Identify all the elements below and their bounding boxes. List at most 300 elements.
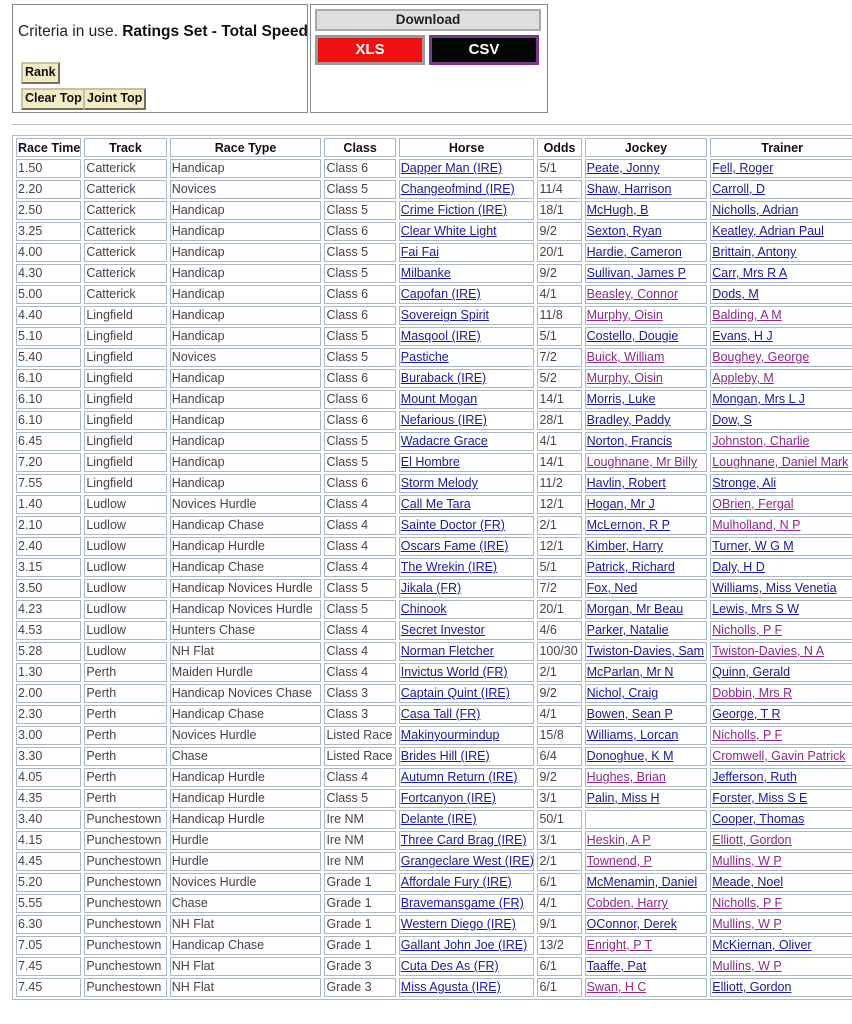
- race-type-cell: Handicap Chase: [170, 558, 322, 577]
- jockey-link[interactable]: Enright, P T: [585, 936, 708, 955]
- race-type-cell: Novices Hurdle: [170, 726, 322, 745]
- col-class[interactable]: Class: [324, 138, 395, 157]
- class-cell: Class 6: [324, 222, 395, 241]
- track-cell: Perth: [84, 726, 166, 745]
- horse-link[interactable]: El Hombre: [399, 453, 535, 472]
- jockey-link[interactable]: Cobden, Harry: [585, 894, 708, 913]
- horse-link[interactable]: Affordale Fury (IRE): [399, 873, 535, 892]
- horse-link[interactable]: Grangeclare West (IRE): [399, 852, 535, 871]
- table-row: [16, 957, 852, 976]
- race-type-cell: Handicap Hurdle: [170, 537, 322, 556]
- race-type-cell: Handicap Chase: [170, 705, 322, 724]
- trainer-link[interactable]: Quinn, Gerald: [710, 663, 852, 682]
- horse-link[interactable]: Delante (IRE): [399, 810, 535, 829]
- class-cell: Class 4: [324, 768, 395, 787]
- trainer-link[interactable]: Lewis, Mrs S W: [710, 600, 852, 619]
- jockey-link[interactable]: [585, 810, 708, 829]
- table-row: [16, 684, 852, 703]
- jockey-link[interactable]: Hughes, Brian: [585, 768, 708, 787]
- odds-cell: 50/1: [537, 810, 581, 829]
- jockey-link[interactable]: Nichol, Craig: [585, 684, 708, 703]
- horse-link[interactable]: Dapper Man (IRE): [399, 159, 535, 178]
- race-type-cell: Handicap: [170, 222, 322, 241]
- jockey-link[interactable]: Morgan, Mr Beau: [585, 600, 708, 619]
- table-row: [16, 432, 852, 451]
- trainer-link[interactable]: Loughnane, Daniel Mark: [710, 453, 852, 472]
- horse-link[interactable]: Autumn Return (IRE): [399, 768, 535, 787]
- class-cell: Grade 1: [324, 873, 395, 892]
- class-cell: Class 5: [324, 348, 395, 367]
- track-cell: Ludlow: [84, 558, 166, 577]
- results-table: [12, 135, 852, 1000]
- horse-link[interactable]: Oscars Fame (IRE): [399, 537, 535, 556]
- trainer-link[interactable]: Elliott, Gordon: [710, 978, 852, 997]
- table-row: [16, 558, 852, 577]
- jockey-link[interactable]: Costello, Dougie: [585, 327, 708, 346]
- odds-cell: 9/2: [537, 768, 581, 787]
- table-row: [16, 663, 852, 682]
- track-cell: Punchestown: [84, 831, 166, 850]
- class-cell: Class 6: [324, 369, 395, 388]
- race-time-cell: 3.30: [16, 747, 81, 766]
- odds-cell: 4/1: [537, 894, 581, 913]
- table-row: [16, 537, 852, 556]
- jockey-link[interactable]: Kimber, Harry: [585, 537, 708, 556]
- trainer-link[interactable]: Dods, M: [710, 285, 852, 304]
- table-row: [16, 936, 852, 955]
- class-cell: Class 4: [324, 642, 395, 661]
- race-time-cell: 2.50: [16, 201, 81, 220]
- horse-link[interactable]: Capofan (IRE): [399, 285, 535, 304]
- track-cell: Lingfield: [84, 390, 166, 409]
- horse-link[interactable]: Bravemansgame (FR): [399, 894, 535, 913]
- horse-link[interactable]: Norman Fletcher: [399, 642, 535, 661]
- horse-link[interactable]: Western Diego (IRE): [399, 915, 535, 934]
- race-type-cell: Handicap Novices Chase: [170, 684, 322, 703]
- race-time-cell: 4.53: [16, 621, 81, 640]
- jockey-link[interactable]: Twiston-Davies, Sam: [585, 642, 708, 661]
- class-cell: Grade 1: [324, 894, 395, 913]
- odds-cell: 9/1: [537, 915, 581, 934]
- odds-cell: 6/1: [537, 957, 581, 976]
- jockey-link[interactable]: Patrick, Richard: [585, 558, 708, 577]
- odds-cell: 9/2: [537, 222, 581, 241]
- jockey-link[interactable]: Morris, Luke: [585, 390, 708, 409]
- table-row: [16, 411, 852, 430]
- class-cell: Class 4: [324, 558, 395, 577]
- race-time-cell: 6.10: [16, 411, 81, 430]
- race-type-cell: Handicap: [170, 453, 322, 472]
- horse-link[interactable]: Storm Melody: [399, 474, 535, 493]
- track-cell: Perth: [84, 768, 166, 787]
- horse-link[interactable]: Sovereign Spirit: [399, 306, 535, 325]
- jockey-link[interactable]: Peate, Jonny: [585, 159, 708, 178]
- trainer-link[interactable]: Brittain, Antony: [710, 243, 852, 262]
- race-type-cell: Handicap Novices Hurdle: [170, 600, 322, 619]
- jockey-link[interactable]: Murphy, Oisin: [585, 306, 708, 325]
- odds-cell: 9/2: [537, 264, 581, 283]
- table-row: [16, 642, 852, 661]
- race-type-cell: NH Flat: [170, 957, 322, 976]
- jockey-link[interactable]: Buick, William: [585, 348, 708, 367]
- class-cell: Class 5: [324, 789, 395, 808]
- class-cell: Class 3: [324, 705, 395, 724]
- trainer-link[interactable]: Carroll, D: [710, 180, 852, 199]
- col-race-time[interactable]: Race Time: [16, 138, 81, 157]
- race-time-cell: 4.23: [16, 600, 81, 619]
- horse-link[interactable]: Buraback (IRE): [399, 369, 535, 388]
- class-cell: Class 5: [324, 264, 395, 283]
- race-time-cell: 3.40: [16, 810, 81, 829]
- class-cell: Class 5: [324, 201, 395, 220]
- race-time-cell: 6.10: [16, 390, 81, 409]
- trainer-link[interactable]: Nicholls, P F: [710, 621, 852, 640]
- trainer-link[interactable]: Balding, A M: [710, 306, 852, 325]
- class-cell: Class 4: [324, 537, 395, 556]
- csv-download-button[interactable]: CSV: [429, 35, 539, 65]
- table-row: [16, 474, 852, 493]
- race-time-cell: 3.50: [16, 579, 81, 598]
- race-time-cell: 7.45: [16, 978, 81, 997]
- horse-link[interactable]: Invictus World (FR): [399, 663, 535, 682]
- trainer-link[interactable]: Mongan, Mrs L J: [710, 390, 852, 409]
- track-cell: Catterick: [84, 285, 166, 304]
- odds-cell: 7/2: [537, 579, 581, 598]
- trainer-link[interactable]: McKiernan, Oliver: [710, 936, 852, 955]
- table-row: [16, 789, 852, 808]
- jockey-link[interactable]: Donoghue, K M: [585, 747, 708, 766]
- jockey-link[interactable]: Townend, P: [585, 852, 708, 871]
- race-type-cell: Hurdle: [170, 852, 322, 871]
- table-row: [16, 873, 852, 892]
- criteria-name: Ratings Set - Total Speed: [122, 23, 308, 40]
- table-row: [16, 390, 852, 409]
- trainer-link[interactable]: Nicholls, P F: [710, 894, 852, 913]
- race-type-cell: Handicap Novices Hurdle: [170, 579, 322, 598]
- race-type-cell: Novices: [170, 180, 322, 199]
- horse-link[interactable]: Pastiche: [399, 348, 535, 367]
- col-track[interactable]: Track: [84, 138, 166, 157]
- table-row: [16, 768, 852, 787]
- odds-cell: 20/1: [537, 600, 581, 619]
- odds-cell: 2/1: [537, 663, 581, 682]
- col-race-type[interactable]: Race Type: [170, 138, 322, 157]
- race-type-cell: Novices: [170, 348, 322, 367]
- race-time-cell: 5.00: [16, 285, 81, 304]
- class-cell: Ire NM: [324, 831, 395, 850]
- race-time-cell: 7.05: [16, 936, 81, 955]
- table-row: [16, 327, 852, 346]
- trainer-link[interactable]: Jefferson, Ruth: [710, 768, 852, 787]
- odds-cell: 5/2: [537, 369, 581, 388]
- jockey-link[interactable]: McLernon, R P: [585, 516, 708, 535]
- jockey-link[interactable]: Bowen, Sean P: [585, 705, 708, 724]
- trainer-link[interactable]: Nicholls, Adrian: [710, 201, 852, 220]
- track-cell: Catterick: [84, 222, 166, 241]
- jockey-link[interactable]: Hogan, Mr J: [585, 495, 708, 514]
- horse-link[interactable]: Masqool (IRE): [399, 327, 535, 346]
- odds-cell: 18/1: [537, 201, 581, 220]
- race-time-cell: 3.00: [16, 726, 81, 745]
- header-row: [16, 138, 852, 157]
- jockey-link[interactable]: OConnor, Derek: [585, 915, 708, 934]
- jockey-link[interactable]: Sexton, Ryan: [585, 222, 708, 241]
- horse-link[interactable]: Wadacre Grace: [399, 432, 535, 451]
- jockey-link[interactable]: Beasley, Connor: [585, 285, 708, 304]
- jockey-link[interactable]: Heskin, A P: [585, 831, 708, 850]
- horse-link[interactable]: Changeofmind (IRE): [399, 180, 535, 199]
- odds-cell: 5/1: [537, 159, 581, 178]
- horse-link[interactable]: Mount Mogan: [399, 390, 535, 409]
- trainer-link[interactable]: Keatley, Adrian Paul: [710, 222, 852, 241]
- download-panel: [310, 4, 548, 113]
- class-cell: Class 4: [324, 516, 395, 535]
- track-cell: Lingfield: [84, 411, 166, 430]
- jockey-link[interactable]: McHugh, B: [585, 201, 708, 220]
- table-row: [16, 516, 852, 535]
- odds-cell: 15/8: [537, 726, 581, 745]
- odds-cell: 20/1: [537, 243, 581, 262]
- odds-cell: 12/1: [537, 495, 581, 514]
- horse-link[interactable]: Fortcanyon (IRE): [399, 789, 535, 808]
- class-cell: Grade 3: [324, 957, 395, 976]
- race-type-cell: Handicap: [170, 243, 322, 262]
- horse-link[interactable]: Fai Fai: [399, 243, 535, 262]
- trainer-link[interactable]: George, T R: [710, 705, 852, 724]
- odds-cell: 11/2: [537, 474, 581, 493]
- race-time-cell: 2.40: [16, 537, 81, 556]
- race-time-cell: 1.30: [16, 663, 81, 682]
- race-time-cell: 3.25: [16, 222, 81, 241]
- race-time-cell: 7.45: [16, 957, 81, 976]
- race-type-cell: Handicap: [170, 369, 322, 388]
- criteria-prefix: Criteria in use.: [18, 23, 123, 40]
- trainer-link[interactable]: Carr, Mrs R A: [710, 264, 852, 283]
- jockey-link[interactable]: Sullivan, James P: [585, 264, 708, 283]
- horse-link[interactable]: Captain Quint (IRE): [399, 684, 535, 703]
- race-time-cell: 5.20: [16, 873, 81, 892]
- track-cell: Punchestown: [84, 810, 166, 829]
- trainer-link[interactable]: Cromwell, Gavin Patrick: [710, 747, 852, 766]
- trainer-link[interactable]: Twiston-Davies, N A: [710, 642, 852, 661]
- horse-link[interactable]: Jikala (FR): [399, 579, 535, 598]
- race-time-cell: 5.28: [16, 642, 81, 661]
- col-horse[interactable]: Horse: [399, 138, 535, 157]
- class-cell: Class 5: [324, 180, 395, 199]
- odds-cell: 4/1: [537, 432, 581, 451]
- race-time-cell: 5.55: [16, 894, 81, 913]
- race-type-cell: NH Flat: [170, 915, 322, 934]
- horse-link[interactable]: Clear White Light: [399, 222, 535, 241]
- class-cell: Class 5: [324, 600, 395, 619]
- class-cell: Ire NM: [324, 852, 395, 871]
- jockey-link[interactable]: Parker, Natalie: [585, 621, 708, 640]
- trainer-link[interactable]: Johnston, Charlie: [710, 432, 852, 451]
- col-jockey[interactable]: Jockey: [585, 138, 708, 157]
- race-time-cell: 5.10: [16, 327, 81, 346]
- horse-link[interactable]: Milbanke: [399, 264, 535, 283]
- horse-link[interactable]: Crime Fiction (IRE): [399, 201, 535, 220]
- horse-link[interactable]: Makinyourmindup: [399, 726, 535, 745]
- odds-cell: 13/2: [537, 936, 581, 955]
- race-type-cell: Handicap: [170, 390, 322, 409]
- race-time-cell: 7.55: [16, 474, 81, 493]
- table-row: [16, 747, 852, 766]
- trainer-link[interactable]: Forster, Miss S E: [710, 789, 852, 808]
- trainer-link[interactable]: Elliott, Gordon: [710, 831, 852, 850]
- race-time-cell: 4.30: [16, 264, 81, 283]
- track-cell: Punchestown: [84, 873, 166, 892]
- track-cell: Lingfield: [84, 348, 166, 367]
- jockey-link[interactable]: Shaw, Harrison: [585, 180, 708, 199]
- results-body: [16, 159, 852, 997]
- horse-link[interactable]: Brides Hill (IRE): [399, 747, 535, 766]
- trainer-link[interactable]: Meade, Noel: [710, 873, 852, 892]
- table-row: [16, 495, 852, 514]
- odds-cell: 4/6: [537, 621, 581, 640]
- class-cell: Class 6: [324, 285, 395, 304]
- track-cell: Punchestown: [84, 957, 166, 976]
- trainer-link[interactable]: Mullins, W P: [710, 957, 852, 976]
- race-type-cell: Handicap Hurdle: [170, 810, 322, 829]
- track-cell: Catterick: [84, 201, 166, 220]
- table-row: [16, 978, 852, 997]
- race-time-cell: 2.30: [16, 705, 81, 724]
- horse-link[interactable]: Three Card Brag (IRE): [399, 831, 535, 850]
- track-cell: Perth: [84, 789, 166, 808]
- track-cell: Lingfield: [84, 306, 166, 325]
- trainer-link[interactable]: Williams, Miss Venetia: [710, 579, 852, 598]
- race-time-cell: 4.40: [16, 306, 81, 325]
- jockey-link[interactable]: Loughnane, Mr Billy: [585, 453, 708, 472]
- track-cell: Ludlow: [84, 600, 166, 619]
- jockey-link[interactable]: McParlan, Mr N: [585, 663, 708, 682]
- jockey-link[interactable]: Williams, Lorcan: [585, 726, 708, 745]
- trainer-link[interactable]: Stronge, Ali: [710, 474, 852, 493]
- track-cell: Catterick: [84, 264, 166, 283]
- jockey-link[interactable]: McMenamin, Daniel: [585, 873, 708, 892]
- race-time-cell: 5.40: [16, 348, 81, 367]
- jockey-link[interactable]: Murphy, Oisin: [585, 369, 708, 388]
- horse-link[interactable]: Secret Investor: [399, 621, 535, 640]
- jockey-link[interactable]: Taaffe, Pat: [585, 957, 708, 976]
- horse-link[interactable]: Casa Tall (FR): [399, 705, 535, 724]
- class-cell: Class 4: [324, 621, 395, 640]
- class-cell: Class 5: [324, 243, 395, 262]
- odds-cell: 11/4: [537, 180, 581, 199]
- table-row: [16, 831, 852, 850]
- race-time-cell: 3.15: [16, 558, 81, 577]
- class-cell: Grade 1: [324, 915, 395, 934]
- track-cell: Perth: [84, 705, 166, 724]
- trainer-link[interactable]: Nicholls, P F: [710, 726, 852, 745]
- trainer-link[interactable]: Turner, W G M: [710, 537, 852, 556]
- horse-link[interactable]: The Wrekin (IRE): [399, 558, 535, 577]
- table-row: [16, 369, 852, 388]
- horse-link[interactable]: Chinook: [399, 600, 535, 619]
- jockey-link[interactable]: Bradley, Paddy: [585, 411, 708, 430]
- trainer-link[interactable]: Fell, Roger: [710, 159, 852, 178]
- trainer-link[interactable]: Dobbin, Mrs R: [710, 684, 852, 703]
- clear-top-button[interactable]: Clear Top: [21, 88, 86, 110]
- track-cell: Lingfield: [84, 369, 166, 388]
- col-odds[interactable]: Odds: [537, 138, 581, 157]
- track-cell: Ludlow: [84, 537, 166, 556]
- trainer-link[interactable]: Boughey, George: [710, 348, 852, 367]
- race-time-cell: 1.40: [16, 495, 81, 514]
- trainer-link[interactable]: OBrien, Fergal: [710, 495, 852, 514]
- class-cell: Class 6: [324, 474, 395, 493]
- class-cell: Class 5: [324, 579, 395, 598]
- race-type-cell: Handicap Hurdle: [170, 768, 322, 787]
- trainer-link[interactable]: Mullins, W P: [710, 852, 852, 871]
- trainer-link[interactable]: Cooper, Thomas: [710, 810, 852, 829]
- race-type-cell: Handicap: [170, 474, 322, 493]
- horse-link[interactable]: Sainte Doctor (FR): [399, 516, 535, 535]
- horse-link[interactable]: Miss Agusta (IRE): [399, 978, 535, 997]
- track-cell: Punchestown: [84, 852, 166, 871]
- download-title: Download: [315, 9, 541, 31]
- top-panel: [12, 4, 548, 115]
- odds-cell: 4/1: [537, 285, 581, 304]
- criteria-panel: [12, 4, 308, 113]
- race-time-cell: 4.05: [16, 768, 81, 787]
- track-cell: Punchestown: [84, 978, 166, 997]
- jockey-link[interactable]: Palin, Miss H: [585, 789, 708, 808]
- table-row: [16, 306, 852, 325]
- track-cell: Perth: [84, 747, 166, 766]
- jockey-link[interactable]: Norton, Francis: [585, 432, 708, 451]
- odds-cell: 100/30: [537, 642, 581, 661]
- trainer-link[interactable]: Mullins, W P: [710, 915, 852, 934]
- race-type-cell: NH Flat: [170, 642, 322, 661]
- horse-link[interactable]: Gallant John Joe (IRE): [399, 936, 535, 955]
- jockey-link[interactable]: Swan, H C: [585, 978, 708, 997]
- race-type-cell: Hurdle: [170, 831, 322, 850]
- race-time-cell: 2.20: [16, 180, 81, 199]
- track-cell: Ludlow: [84, 579, 166, 598]
- race-time-cell: 6.30: [16, 915, 81, 934]
- race-time-cell: 4.45: [16, 852, 81, 871]
- divider: [12, 124, 852, 125]
- col-trainer[interactable]: Trainer: [710, 138, 852, 157]
- race-type-cell: Handicap: [170, 327, 322, 346]
- table-row: [16, 579, 852, 598]
- class-cell: Grade 3: [324, 978, 395, 997]
- odds-cell: 6/4: [537, 747, 581, 766]
- jockey-link[interactable]: Hardie, Cameron: [585, 243, 708, 262]
- trainer-link[interactable]: Mulholland, N P: [710, 516, 852, 535]
- table-row: [16, 243, 852, 262]
- race-type-cell: Novices Hurdle: [170, 873, 322, 892]
- trainer-link[interactable]: Dow, S: [710, 411, 852, 430]
- trainer-link[interactable]: Appleby, M: [710, 369, 852, 388]
- jockey-link[interactable]: Havlin, Robert: [585, 474, 708, 493]
- trainer-link[interactable]: Evans, H J: [710, 327, 852, 346]
- jockey-link[interactable]: Fox, Ned: [585, 579, 708, 598]
- race-time-cell: 4.35: [16, 789, 81, 808]
- horse-link[interactable]: Call Me Tara: [399, 495, 535, 514]
- criteria-text: [18, 23, 308, 41]
- joint-top-button[interactable]: Joint Top: [83, 88, 146, 110]
- class-cell: Class 4: [324, 495, 395, 514]
- horse-link[interactable]: Nefarious (IRE): [399, 411, 535, 430]
- rank-button[interactable]: Rank: [21, 62, 60, 84]
- track-cell: Lingfield: [84, 432, 166, 451]
- trainer-link[interactable]: Daly, H D: [710, 558, 852, 577]
- horse-link[interactable]: Cuta Des As (FR): [399, 957, 535, 976]
- xls-download-button[interactable]: XLS: [315, 35, 425, 65]
